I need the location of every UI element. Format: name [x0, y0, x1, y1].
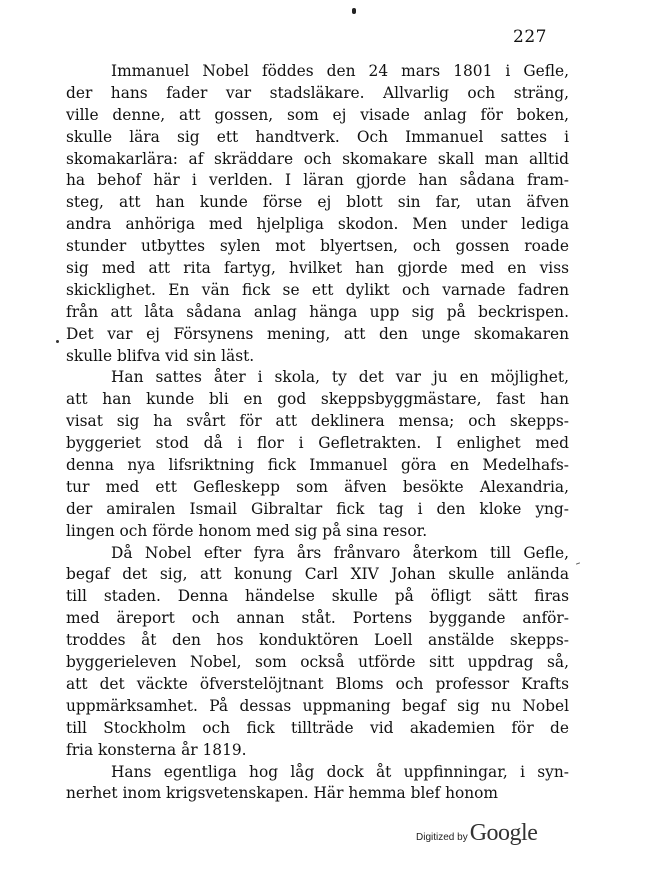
text-line: byggerieleven Nobel, som också utförde sitt uppdrag så, — [66, 653, 569, 672]
text-line: Immanuel Nobel föddes den 24 mars 1801 i Gefle, — [111, 62, 569, 80]
text-line: skomakarlära: af skräddare och skomakare skall man alltid — [66, 149, 569, 168]
paragraph — [66, 367, 569, 542]
text-line: Då Nobel efter fyra års frånvaro återkom till Gefle, — [111, 543, 569, 562]
margin-mark — [56, 340, 59, 343]
text-line: andra anhöriga med hjelpliga skodon. Men under lediga — [66, 215, 569, 234]
text-line: ha behof här i verlden. I läran gjorde han sådana fram- — [66, 171, 569, 190]
margin-mark — [576, 562, 580, 564]
paragraph — [66, 543, 569, 762]
paragraph — [66, 61, 569, 367]
text-line: att det väckte öfverstelöjtnant Bloms och professor Krafts — [66, 674, 569, 693]
text-line: att han kunde bli en god skeppsbyggmästare, fast han — [66, 390, 569, 409]
text-line: der amiralen Ismail Gibraltar fick tag i den kloke yng- — [66, 499, 569, 518]
ink-speck — [352, 8, 356, 14]
text-line: stunder utbyttes sylen mot blyertsen, och gossen roade — [66, 237, 569, 256]
text-line: nerhet inom krigsvetenskapen. Här hemma blef honom — [66, 784, 499, 803]
text-line: steg, att han kunde förse ej blott sin far, utan äfven — [66, 193, 569, 212]
text-line: skulle lära sig ett handtverk. Och Immanuel sattes i — [66, 127, 569, 146]
text-line: byggeriet stod då i flor i Gefletrakten. I enlighet med — [66, 434, 569, 453]
text-line: Hans egentliga hog låg dock åt uppfinningar, i syn- — [111, 762, 569, 781]
text-line: tur med ett Gefleskepp som äfven besökte Alexandria, — [66, 477, 569, 496]
digitized-by-label: Digitized by — [416, 832, 468, 843]
text-line: från att låta sådana anlag hänga upp sig på beckrispen. — [66, 302, 569, 321]
text-line: till Stockholm och fick tillträde vid akademien för de — [66, 718, 569, 737]
text-line: ville denne, att gossen, som ej visade anlag för boken, — [66, 105, 569, 124]
text-line: till staden. Denna händelse skulle på öfligt sätt firas — [66, 587, 569, 606]
text-line: fria konsterna år 1819. — [66, 740, 247, 759]
text-line: Han sattes åter i skola, ty det var ju en möjlighet, — [111, 368, 569, 387]
text-line: begaf det sig, att konung Carl XIV Johan skulle anlända — [66, 565, 569, 584]
page-number: 227 — [513, 27, 547, 47]
text-line: visat sig ha svårt för att deklinera mensa; och skepps- — [66, 412, 569, 431]
text-line: denna nya lifsriktning fick Immanuel göra en Medelhafs- — [66, 456, 569, 475]
text-line: uppmärksamhet. På dessas uppmaning begaf sig nu Nobel — [66, 696, 569, 715]
text-line: troddes åt den hos konduktören Loell anstälde skepps- — [66, 631, 569, 650]
text-line: skicklighet. En vän fick se ett dylikt och varnade fadren — [66, 280, 569, 299]
paragraph — [66, 762, 569, 806]
text-line: sig med att rita fartyg, hvilket han gjorde med en viss — [66, 259, 569, 278]
text-line: lingen och förde honom med sig på sina resor. — [66, 521, 428, 540]
text-line: med äreport och annan ståt. Portens byggande anför- — [66, 609, 569, 628]
google-logo: Google — [469, 820, 538, 846]
document-body — [66, 61, 569, 805]
digitization-watermark — [416, 820, 537, 847]
text-line: Det var ej Försynens mening, att den unge skomakaren — [66, 324, 569, 343]
text-line: skulle blifva vid sin läst. — [66, 346, 255, 365]
text-line: der hans fader var stadsläkare. Allvarlig och sträng, — [66, 83, 569, 102]
